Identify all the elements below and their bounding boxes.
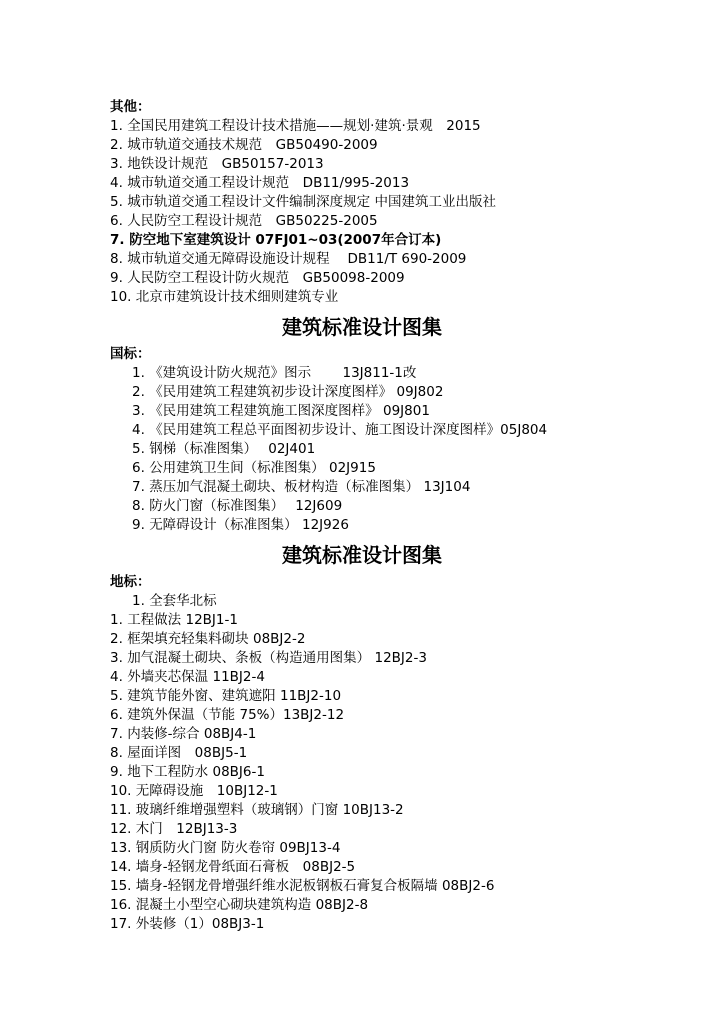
list-item: 9. 无障碍设计（标准图集） 12J926 xyxy=(132,517,349,533)
list-item: 11. 玻璃纤维增强塑料（玻璃钢）门窗 10BJ13-2 xyxy=(110,802,404,818)
list-item: 3. 地铁设计规范 GB50157-2013 xyxy=(110,156,324,172)
section-heading: 建筑标准设计图集 xyxy=(282,315,442,339)
list-item: 6. 建筑外保温（节能 75%）13BJ2-12 xyxy=(110,707,345,723)
list-item: 14. 墙身-轻钢龙骨纸面石膏板 08BJ2-5 xyxy=(110,859,356,875)
list-item: 5. 城市轨道交通工程设计文件编制深度规定 中国建筑工业出版社 xyxy=(110,194,496,210)
list-item: 4. 外墙夹芯保温 11BJ2-4 xyxy=(110,669,265,685)
list-item: 13. 钢质防火门窗 防火卷帘 09BJ13-4 xyxy=(110,840,341,856)
section-label-national: 国标： xyxy=(110,346,151,362)
section-label-other: 其他： xyxy=(110,99,151,115)
list-item: 16. 混凝土小型空心砌块建筑构造 08BJ2-8 xyxy=(110,897,369,913)
section-heading: 建筑标准设计图集 xyxy=(282,543,442,567)
list-item: 10. 北京市建筑设计技术细则建筑专业 xyxy=(110,289,339,305)
list-item: 1. 全国民用建筑工程设计技术措施——规划·建筑·景观 2015 xyxy=(110,118,481,134)
list-item: 2. 框架填充轻集料砌块 08BJ2-2 xyxy=(110,631,306,647)
list-item: 7. 内装修-综合 08BJ4-1 xyxy=(110,726,257,742)
list-item: 6. 公用建筑卫生间（标准图集） 02J915 xyxy=(132,460,376,476)
list-item: 3. 加气混凝土砌块、条板（构造通用图集） 12BJ2-3 xyxy=(110,650,427,666)
list-item: 5. 钢梯（标准图集） 02J401 xyxy=(132,441,316,457)
list-item: 17. 外装修（1）08BJ3-1 xyxy=(110,916,265,932)
list-item: 7. 蒸压加气混凝土砌块、板材构造（标准图集） 13J104 xyxy=(132,479,471,495)
list-item: 9. 地下工程防水 08BJ6-1 xyxy=(110,764,265,780)
list-item: 4. 《民用建筑工程总平面图初步设计、施工图设计深度图样》05J804 xyxy=(132,422,548,438)
list-item-emphasized: 7. 防空地下室建筑设计 07FJ01~03(2007年合订本) xyxy=(110,232,442,248)
list-item: 2. 城市轨道交通技术规范 GB50490-2009 xyxy=(110,137,378,153)
list-item: 3. 《民用建筑工程建筑施工图深度图样》 09J801 xyxy=(132,403,430,419)
list-item: 10. 无障碍设施 10BJ12-1 xyxy=(110,783,278,799)
list-item: 1. 全套华北标 xyxy=(132,593,217,609)
list-item: 1. 《建筑设计防火规范》图示 13J811-1改 xyxy=(132,365,417,381)
list-item: 12. 木门 12BJ13-3 xyxy=(110,821,238,837)
list-item: 6. 人民防空工程设计规范 GB50225-2005 xyxy=(110,213,378,229)
list-item: 2. 《民用建筑工程建筑初步设计深度图样》 09J802 xyxy=(132,384,444,400)
list-item: 9. 人民防空工程设计防火规范 GB50098-2009 xyxy=(110,270,405,286)
list-item: 1. 工程做法 12BJ1-1 xyxy=(110,612,238,628)
list-item: 8. 防火门窗（标准图集） 12J609 xyxy=(132,498,343,514)
list-item: 5. 建筑节能外窗、建筑遮阳 11BJ2-10 xyxy=(110,688,342,704)
list-item: 15. 墙身-轻钢龙骨增强纤维水泥板钢板石膏复合板隔墙 08BJ2-6 xyxy=(110,878,495,894)
list-item: 4. 城市轨道交通工程设计规范 DB11/995-2013 xyxy=(110,175,410,191)
section-label-local: 地标： xyxy=(110,574,151,590)
list-item: 8. 屋面详图 08BJ5-1 xyxy=(110,745,248,761)
list-item: 8. 城市轨道交通无障碍设施设计规程 DB11/T 690-2009 xyxy=(110,251,467,267)
